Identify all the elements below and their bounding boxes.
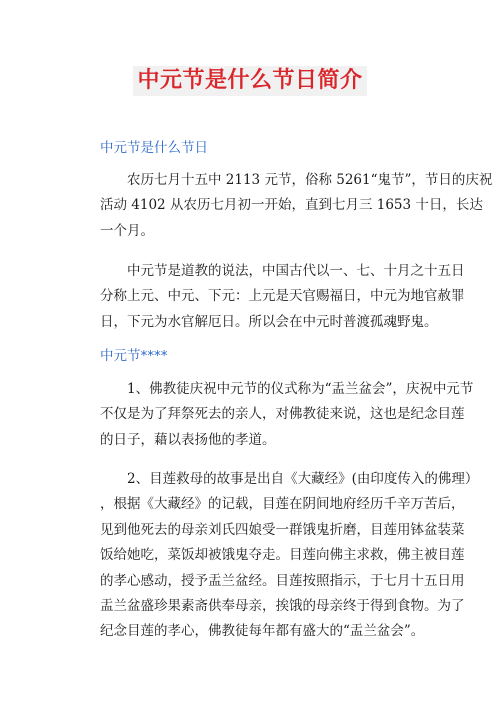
text-line: 见到他死去的母亲刘氏四娘受一群饿鬼折磨，目莲用钵盆装菜 [100, 521, 465, 538]
text-line: 的孝心感动，授予盂兰盆经。目莲按照指示，于七月十五日用 [100, 572, 465, 589]
section-heading-zhongyuan: 中元节**** [100, 348, 168, 364]
paragraph-taoist [100, 259, 465, 335]
page-title: 中元节是什么节日简介 [133, 66, 366, 96]
text-line: 2、目莲救母的故事是出自《大藏经》(由印度传入的佛理） [100, 471, 479, 487]
text-line: 不仅是为了拜祭死去的亲人，对佛教徒来说，这也是纪念目莲 [100, 406, 465, 423]
text-line: 盂兰盆盛珍果素斋供奉母亲，挨饿的母亲终于得到食物。为了 [100, 598, 465, 615]
text-line: 纪念目莲的孝心，佛教徒每年都有盛大的“盂兰盆会”。 [100, 623, 425, 640]
paragraph-buddhist-1 [100, 377, 474, 453]
text-line: 活动 4102 从农历七月初一开始，直到七月三 1653 十日，长达 [100, 197, 483, 214]
text-line: 日，下元为水官解厄日。所以会在中元时普渡孤魂野鬼。 [100, 313, 438, 330]
text-line: 中元节是道教的说法，中国古代以一、七、十月之十五日 [100, 263, 465, 279]
paragraph-intro [100, 168, 493, 244]
text-line: 饭给她吃，菜饭却被饿鬼夺走。目莲向佛主求救，佛主被目莲 [100, 547, 465, 564]
text-line: 农历七月十五中 2113 元节，俗称 5261“鬼节”，节日的庆祝 [100, 172, 493, 188]
text-line: ，根据《大藏经》的记载，目莲在阴间地府经历千辛万苦后， [100, 496, 465, 513]
paragraph-buddhist-2 [100, 467, 479, 645]
section-heading-what-is: 中元节是什么节日 [100, 140, 208, 156]
text-line: 一个月。 [100, 222, 154, 239]
text-line: 分称上元、中元、下元：上元是天官赐福日，中元为地官赦罪 [100, 288, 465, 305]
text-line: 的日子，藉以表扬他的孝道。 [100, 431, 276, 448]
text-line: 1、佛教徒庆祝中元节的仪式称为“盂兰盆会”，庆祝中元节 [100, 381, 474, 397]
